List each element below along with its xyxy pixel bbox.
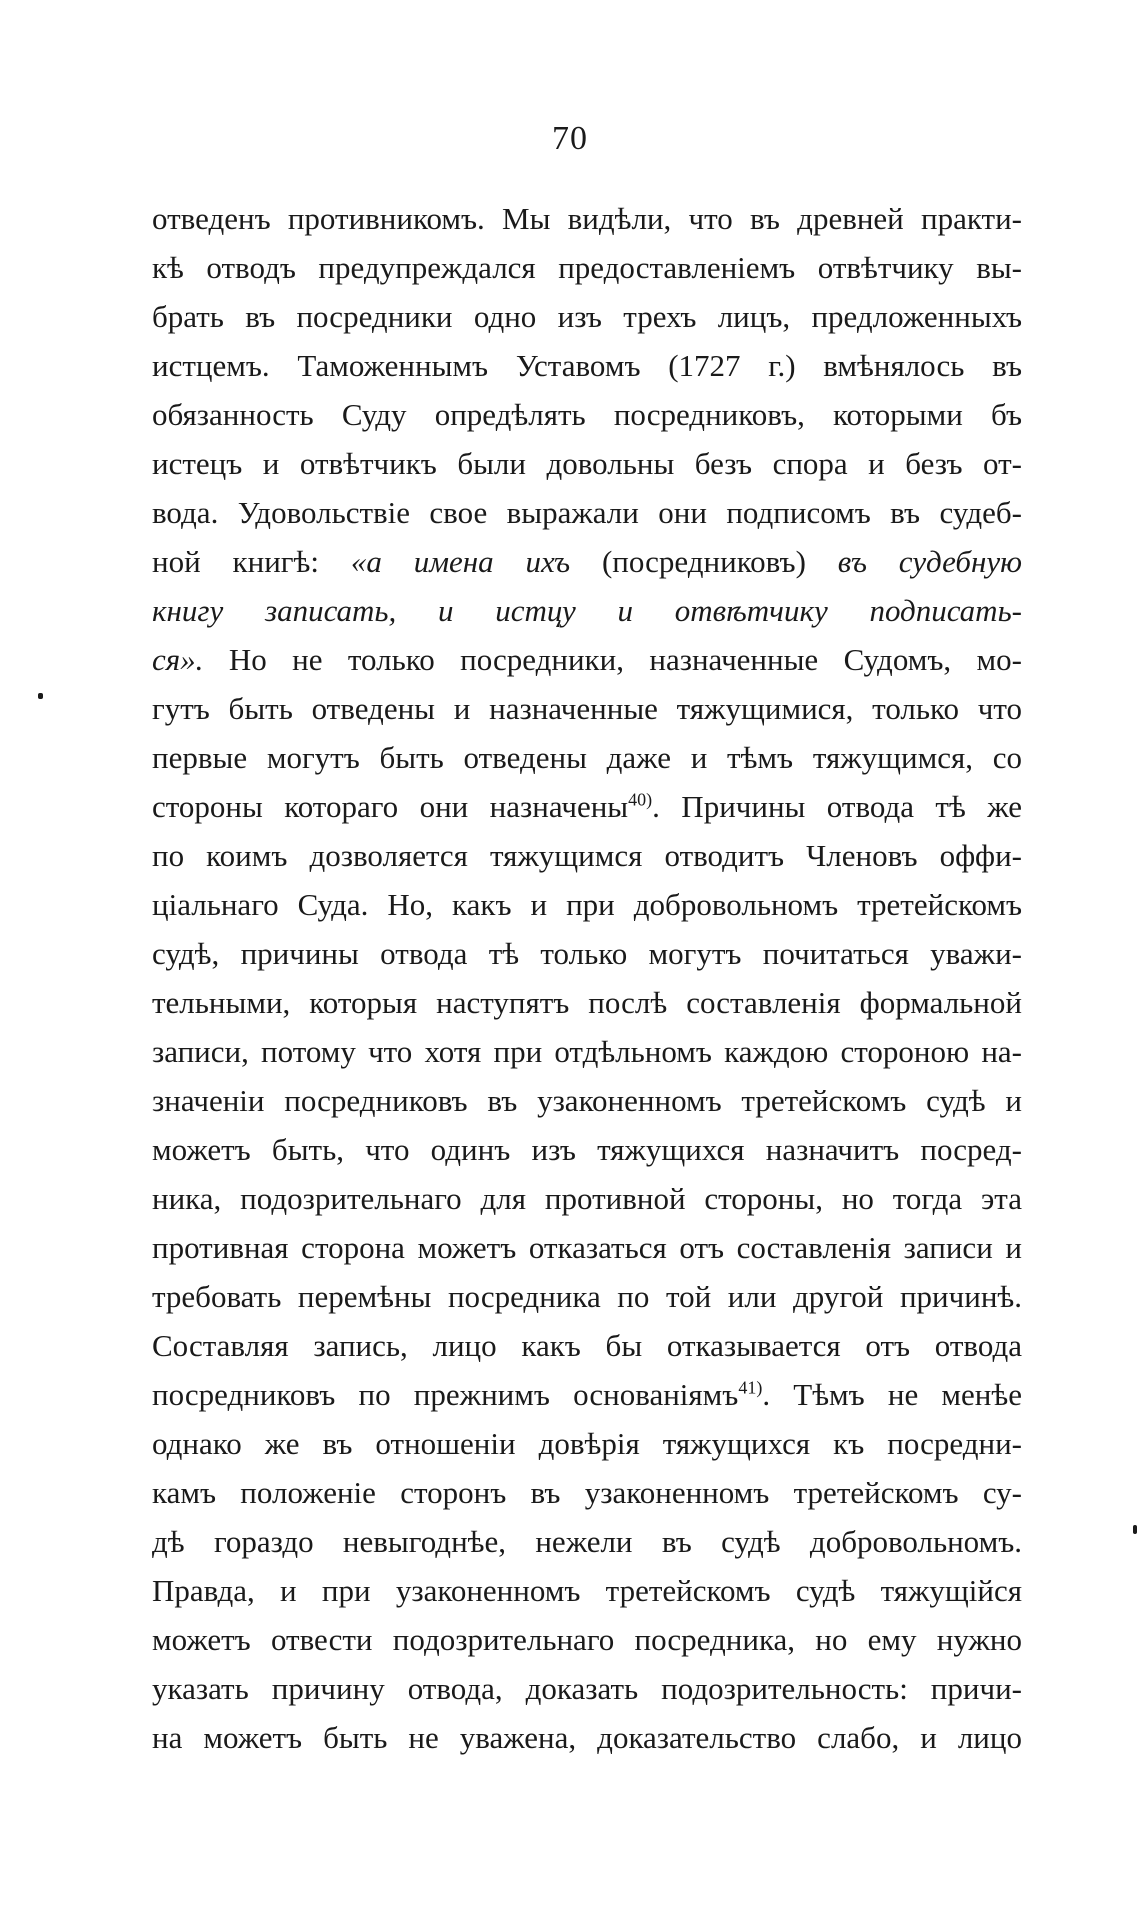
text-segment: однако же въ отношеніи довѣрія тяжущихся къ посредни- [152,1426,1022,1461]
text-line [152,1566,1022,1615]
italic-quote: «а имена ихъ [350,544,571,579]
text-line [152,390,1022,439]
text-segment: ника, подозрительнаго для противной стороны, но тогда эта [152,1181,1022,1216]
text-line [152,1615,1022,1664]
text-line [152,439,1022,488]
text-segment: стороны котораго они назначены [152,789,629,824]
italic-quote: книгу записать, и истцу и отвѣтчику подписать- [152,593,1022,628]
text-segment: требовать перемѣны посредника по той или другой причинѣ. [152,1279,1022,1314]
text-segment: ной книгѣ: [152,544,351,579]
text-segment: . Тѣмъ не менѣе [762,1377,1022,1412]
text-line [152,1419,1022,1468]
text-segment: вода. Удовольствіе свое выражали они подписомъ въ судеб- [152,495,1022,530]
text-line [152,782,1022,831]
text-line [152,488,1022,537]
text-line [152,1223,1022,1272]
text-line [152,243,1022,292]
text-segment: дѣ гораздо невыгоднѣе, нежели въ судѣ добровольномъ. [152,1524,1022,1559]
scan-speck [1133,1525,1137,1534]
footnote-marker: 41) [738,1377,763,1398]
scan-speck [38,693,43,699]
italic-quote: въ судебную [837,544,1022,579]
text-line [152,1664,1022,1713]
text-line [152,733,1022,782]
body-text [152,194,1022,1762]
text-segment: кѣ отводъ предупреждался предоставленіемъ отвѣтчику вы- [152,250,1022,285]
text-segment: брать въ посредники одно изъ трехъ лицъ, предложенныхъ [152,299,1022,334]
text-segment: ціальнаго Суда. Но, какъ и при добровольномъ третейскомъ [152,887,1022,922]
text-segment: записи, потому что хотя при отдѣльномъ каждою стороною на- [152,1034,1022,1069]
footnote-marker: 40) [628,789,653,810]
text-line [152,1076,1022,1125]
text-segment: гутъ быть отведены и назначенные тяжущимися, только что [152,691,1022,726]
page-number: 70 [552,120,588,157]
text-segment: можетъ быть, что одинъ изъ тяжущихся назначитъ посред- [152,1132,1022,1167]
text-line [152,1713,1022,1762]
text-segment: обязанность Суду опредѣлять посредниковъ, которыми бъ [152,397,1022,432]
text-line [152,684,1022,733]
text-segment: можетъ отвести подозрительнаго посредника, но ему нужно [152,1622,1022,1657]
text-segment: камъ положеніе сторонъ въ узаконенномъ третейскомъ су- [152,1475,1022,1510]
text-line [152,1125,1022,1174]
text-line [152,929,1022,978]
text-line [152,1027,1022,1076]
text-line [152,586,1022,635]
text-segment: Но не только посредники, назначенные Судомъ, мо- [203,642,1022,677]
text-line [152,880,1022,929]
italic-quote: ся». [152,642,204,677]
text-segment: . Причины отвода тѣ же [652,789,1022,824]
text-segment: посредниковъ по прежнимъ основаніямъ [152,1377,739,1412]
text-segment: первые могутъ быть отведены даже и тѣмъ тяжущимся, со [152,740,1022,775]
text-line [152,1174,1022,1223]
text-segment: истцемъ. Таможеннымъ Уставомъ (1727 г.) вмѣнялось въ [152,348,1022,383]
text-segment: указать причину отвода, доказать подозрительность: причи- [152,1671,1022,1706]
text-segment: отведенъ противникомъ. Мы видѣли, что въ древней практи- [152,201,1022,236]
text-line [152,1468,1022,1517]
text-segment: (посредниковъ) [570,544,838,579]
text-segment: Правда, и при узаконенномъ третейскомъ судѣ тяжущійся [152,1573,1022,1608]
text-line [152,831,1022,880]
text-segment: истецъ и отвѣтчикъ были довольны безъ спора и безъ от- [152,446,1022,481]
text-segment: противная сторона можетъ отказаться отъ составленія записи и [152,1230,1022,1265]
text-line [152,1272,1022,1321]
text-segment: на можетъ быть не уважена, доказательство слабо, и лицо [152,1720,1022,1755]
text-segment: по коимъ дозволяется тяжущимся отводитъ Членовъ оффи- [152,838,1022,873]
text-line [152,635,1022,684]
text-line [152,537,1022,586]
text-line [152,1370,1022,1419]
text-line [152,978,1022,1027]
text-segment: судѣ, причины отвода тѣ только могутъ почитаться уважи- [152,936,1022,971]
text-segment: Составляя запись, лицо какъ бы отказывается отъ отвода [152,1328,1022,1363]
text-line [152,1321,1022,1370]
text-line [152,194,1022,243]
text-segment: тельными, которыя наступятъ послѣ составленія формальной [152,985,1022,1020]
text-segment: значеніи посредниковъ въ узаконенномъ третейскомъ судѣ и [152,1083,1022,1118]
text-line [152,341,1022,390]
text-line [152,292,1022,341]
text-line [152,1517,1022,1566]
